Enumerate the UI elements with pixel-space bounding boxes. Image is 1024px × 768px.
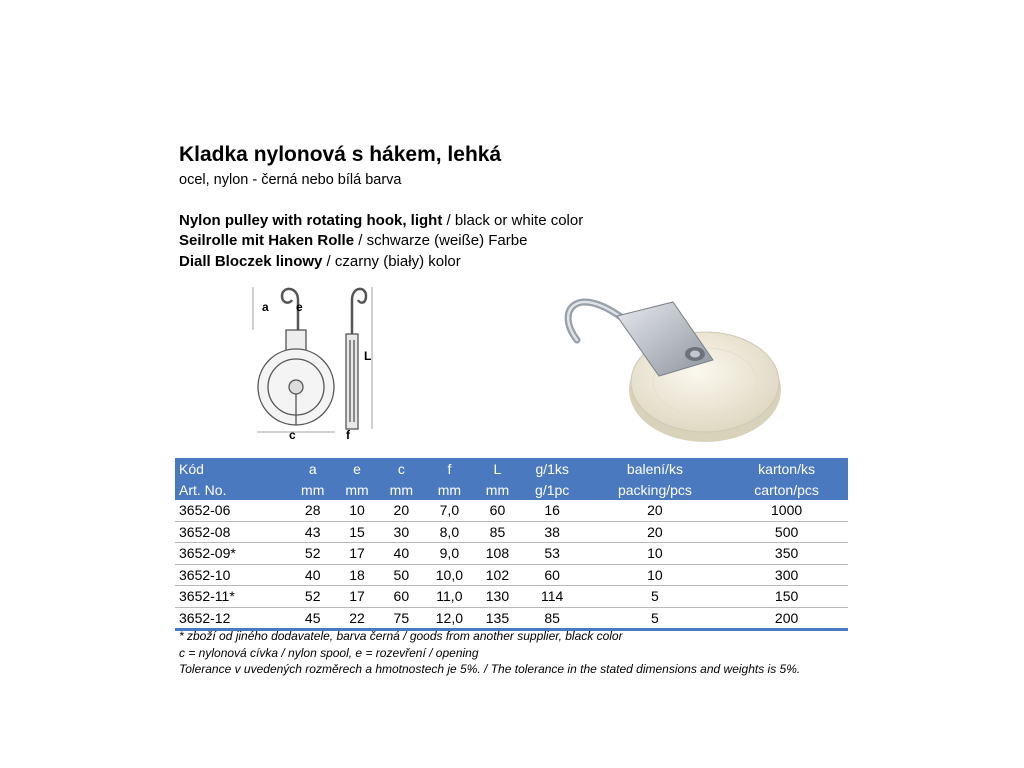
translation-bold: Seilrolle mit Haken Rolle (179, 232, 355, 249)
table-row (175, 586, 848, 608)
table-cell: 500 (725, 521, 848, 543)
table-cell: 15 (335, 521, 379, 543)
table-cell: 40 (379, 543, 423, 565)
table-cell: 5 (585, 607, 725, 630)
header-cell: c (379, 458, 423, 479)
table-cell: 50 (379, 564, 423, 586)
table-cell: 20 (379, 500, 423, 521)
product-subtitle: ocel, nylon - černá nebo bílá barva (179, 172, 402, 188)
header-cell: mm (291, 479, 335, 500)
header-cell: balení/ks (585, 458, 725, 479)
table-cell: 43 (291, 521, 335, 543)
table-cell: 10 (335, 500, 379, 521)
table-cell: 350 (725, 543, 848, 565)
table-row (175, 564, 848, 586)
table-cell: 85 (520, 607, 585, 630)
article-number-cell: 3652-10 (175, 564, 291, 586)
table-cell: 18 (335, 564, 379, 586)
table-cell: 40 (291, 564, 335, 586)
table-cell: 102 (475, 564, 519, 586)
table-cell: 53 (520, 543, 585, 565)
table-cell: 150 (725, 586, 848, 608)
table-cell: 17 (335, 543, 379, 565)
translation-bold: Nylon pulley with rotating hook, light (179, 212, 443, 229)
header-cell: mm (424, 479, 476, 500)
table-cell: 20 (585, 521, 725, 543)
table-cell: 16 (520, 500, 585, 521)
header-cell: g/1pc (520, 479, 585, 500)
article-number-cell: 3652-11* (175, 586, 291, 608)
translation-bold: Diall Bloczek linowy (179, 253, 323, 270)
translation-german (179, 232, 527, 249)
table-cell: 20 (585, 500, 725, 521)
table-row (175, 607, 848, 630)
footnote-line: * zboží od jiného dodavatele, barva černá / goods from another supplier, black color (179, 629, 623, 643)
article-number-cell: 3652-09* (175, 543, 291, 565)
table-cell: 7,0 (424, 500, 476, 521)
table-cell: 22 (335, 607, 379, 630)
table-cell: 10,0 (424, 564, 476, 586)
translation-rest: / black or white color (442, 212, 584, 229)
header-cell: mm (379, 479, 423, 500)
table-cell: 300 (725, 564, 848, 586)
article-number-cell: 3652-08 (175, 521, 291, 543)
label-L: L (364, 349, 372, 363)
table-cell: 60 (379, 586, 423, 608)
table-cell: 130 (475, 586, 519, 608)
table-cell: 30 (379, 521, 423, 543)
table-header-row (175, 458, 848, 479)
table-cell: 200 (725, 607, 848, 630)
article-number-cell: 3652-06 (175, 500, 291, 521)
table-cell: 12,0 (424, 607, 476, 630)
table-cell: 38 (520, 521, 585, 543)
header-cell: g/1ks (520, 458, 585, 479)
translation-rest: / schwarze (weiße) Farbe (354, 232, 528, 249)
table-cell: 10 (585, 543, 725, 565)
header-cell: Kód (175, 458, 291, 479)
table-row (175, 521, 848, 543)
table-cell: 114 (520, 586, 585, 608)
article-number-cell: 3652-12 (175, 607, 291, 630)
pulley-technical-drawing (240, 282, 390, 442)
label-f: f (346, 428, 350, 442)
header-cell: a (291, 458, 335, 479)
table-cell: 1000 (725, 500, 848, 521)
table-cell: 45 (291, 607, 335, 630)
header-cell: L (475, 458, 519, 479)
table-row (175, 500, 848, 521)
table-cell: 8,0 (424, 521, 476, 543)
table-cell: 28 (291, 500, 335, 521)
specification-table (175, 458, 848, 631)
table-cell: 85 (475, 521, 519, 543)
product-title: Kladka nylonová s hákem, lehká (179, 143, 502, 166)
label-e: e (296, 300, 303, 314)
table-cell: 108 (475, 543, 519, 565)
header-cell: packing/pcs (585, 479, 725, 500)
table-cell: 52 (291, 543, 335, 565)
label-a: a (262, 300, 269, 314)
footnote-line: c = nylonová cívka / nylon spool, e = rozevření / opening (179, 645, 479, 660)
table-cell: 5 (585, 586, 725, 608)
table-header-row (175, 479, 848, 500)
header-cell: Art. No. (175, 479, 291, 500)
header-cell: mm (475, 479, 519, 500)
header-cell: karton/ks (725, 458, 848, 479)
table-cell: 10 (585, 564, 725, 586)
table-cell: 9,0 (424, 543, 476, 565)
table-cell: 60 (520, 564, 585, 586)
table-cell: 75 (379, 607, 423, 630)
table-cell: 60 (475, 500, 519, 521)
footnotes (179, 628, 800, 678)
header-cell: carton/pcs (725, 479, 848, 500)
table-cell: 11,0 (424, 586, 476, 608)
table-cell: 17 (335, 586, 379, 608)
table-cell: 52 (291, 586, 335, 608)
pulley-product-photo (555, 282, 815, 447)
header-cell: f (424, 458, 476, 479)
header-cell: mm (335, 479, 379, 500)
footnote-line: Tolerance v uvedených rozměrech a hmotnostech je 5%. / The tolerance in the stated dimensions and weights is 5%. (179, 662, 801, 676)
table-cell: 135 (475, 607, 519, 630)
table-row (175, 543, 848, 565)
header-cell: e (335, 458, 379, 479)
label-c: c (289, 428, 296, 442)
translation-english (179, 212, 583, 229)
translation-rest: / czarny (biały) kolor (322, 253, 461, 270)
translation-polish (179, 253, 461, 270)
